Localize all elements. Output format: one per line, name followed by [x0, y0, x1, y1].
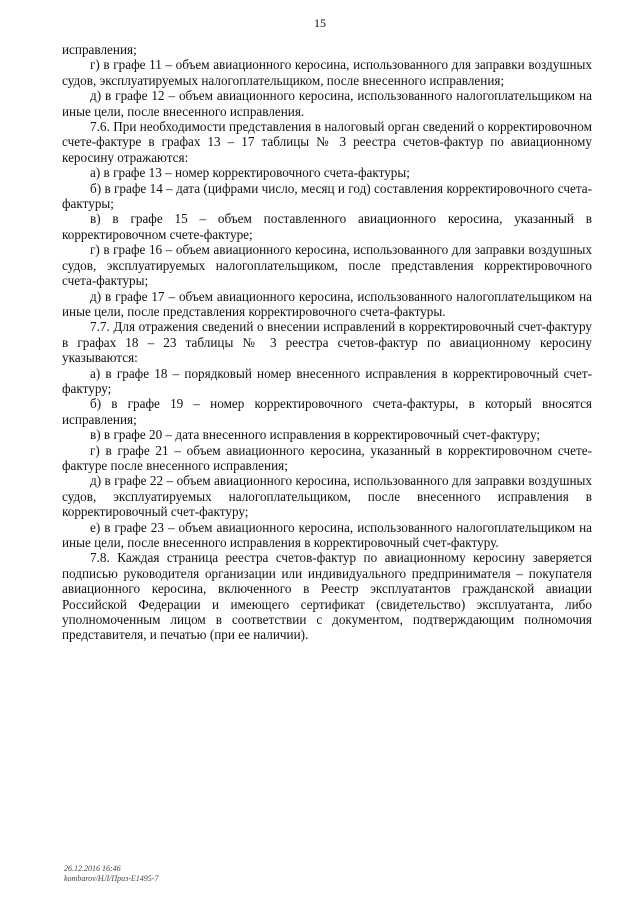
- paragraph: д) в графе 12 – объем авиационного керосина, использованного налогоплательщиком на иные цели, после внесенного исправления.: [62, 88, 592, 119]
- paragraph: д) в графе 17 – объем авиационного керосина, использованного налогоплательщиком на иные цели, после представления корректировочного счета-фактуры.: [62, 288, 592, 319]
- paragraph: а) в графе 18 – порядковый номер внесенного исправления в корректировочный счет-фактуру;: [62, 365, 592, 396]
- document-body: [62, 42, 592, 643]
- paragraph: г) в графе 11 – объем авиационного керосина, использованного для заправки воздушных судов, эксплуатируемых налогоплательщиком, после внесенного исправления;: [62, 57, 592, 88]
- paragraph: б) в графе 14 – дата (цифрами число, месяц и год) составления корректировочного счета-фактуры;: [62, 180, 592, 212]
- paragraph: 7.8. Каждая страница реестра счетов-фактур по авиационному керосину заверяется подписью руководителя организации или индивидуального предпринимателя – покупателя авиационного керосина, включенного в Реестр эксплуатантов гражданской авиации Российской Федерации и имеющего сертификат (свидетельство) эксплуатанта, либо уполномоченным лицом в соответствии с документом, подтверждающим полномочия представителя, и печатью (при ее наличии).: [62, 550, 592, 643]
- footer-timestamp: 26.12.2016 16:46: [64, 864, 121, 873]
- paragraph: г) в графе 21 – объем авиационного керосина, указанный в корректировочном счете-фактуре после внесенного исправления;: [62, 442, 592, 473]
- paragraph: е) в графе 23 – объем авиационного керосина, использованного налогоплательщиком на иные цели, после внесенного исправления в корректировочный счет-фактуру.: [62, 519, 592, 550]
- paragraph: б) в графе 19 – номер корректировочного счета-фактуры, в который вносятся исправления;: [62, 396, 592, 427]
- paragraph: д) в графе 22 – объем авиационного керосина, использованного для заправки воздушных судов, эксплуатируемых налогоплательщиком, после внесенного исправления в корректировочный счет-фактуру;: [62, 473, 592, 520]
- paragraph: в) в графе 20 – дата внесенного исправления в корректировочный счет-фактуру;: [90, 427, 541, 443]
- footer-file-id: kombarov/НЛ/Приз-Е1495-7: [64, 874, 159, 883]
- paragraph: а) в графе 13 – номер корректировочного счета-фактуры;: [90, 165, 410, 181]
- footer-stamp: [64, 864, 158, 884]
- paragraph: в) в графе 15 – объем поставленного авиационного керосина, указанный в корректировочном счете-фактуре;: [62, 211, 592, 242]
- paragraph: г) в графе 16 – объем авиационного керосина, использованного для заправки воздушных судов, эксплуатируемых налогоплательщиком, после представления корректировочного счета-фактуры;: [62, 242, 592, 289]
- paragraph: 7.6. При необходимости представления в налоговый орган сведений о корректировочном счете-фактуре в графах 13 – 17 таблицы № 3 реестра счетов-фактур по авиационному керосину отражаются:: [62, 119, 592, 165]
- page-number: 15: [314, 16, 326, 30]
- paragraph: 7.7. Для отражения сведений о внесении исправлений в корректировочный счет-фактуру в графах 18 – 23 таблицы № 3 реестра счетов-фактур по авиационному керосину указываются:: [62, 319, 592, 366]
- paragraph: исправления;: [62, 42, 137, 57]
